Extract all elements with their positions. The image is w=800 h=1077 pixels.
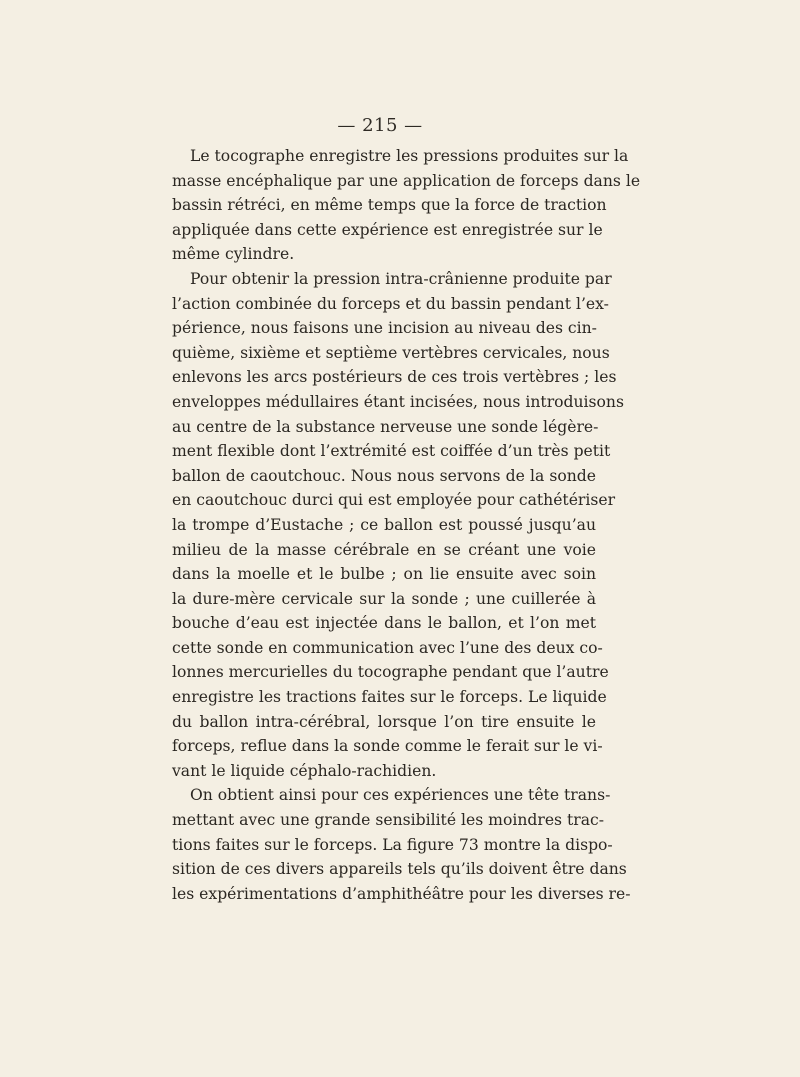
- text-line: cette sonde en communication avec l’une des deux co-: [172, 638, 603, 657]
- text-line: en caoutchouc durci qui est employée pour cathétériser: [172, 491, 616, 510]
- text-line: la dure-mère cervicale sur la sonde ; une cuillerée à: [172, 589, 596, 608]
- text-line: même cylindre.: [172, 245, 295, 264]
- text-line: tions faites sur le forceps. La figure 73 montre la dispo-: [172, 835, 613, 854]
- text-line: périence, nous faisons une incision au niveau des cin-: [172, 319, 597, 338]
- text-line: bassin rétréci, en même temps que la force de traction: [172, 196, 607, 215]
- paragraph-1: [172, 144, 641, 267]
- text-line: dans la moelle et le bulbe ; on lie ensuite avec soin: [172, 565, 596, 584]
- text-line: la trompe d’Eustache ; ce ballon est poussé jusqu’au: [172, 515, 596, 534]
- paragraph-3: [172, 783, 631, 906]
- text-line: ment flexible dont l’extrémité est coiffée d’un très petit: [172, 442, 611, 461]
- text-line: milieu de la masse cérébrale en se créant une voie: [172, 540, 596, 559]
- text-line: sition de ces divers appareils tels qu’ils doivent être dans: [172, 860, 627, 879]
- text-line: On obtient ainsi pour ces expériences une tête trans-: [190, 786, 611, 805]
- text-line: quième, sixième et septième vertèbres cervicales, nous: [172, 343, 610, 362]
- text-line: les expérimentations d’amphithéâtre pour les diverses re-: [172, 884, 631, 903]
- text-line: lonnes mercurielles du tocographe pendant que l’autre: [172, 663, 609, 682]
- text-line: enveloppes médullaires étant incisées, nous introduisons: [172, 392, 624, 411]
- body-text: [172, 144, 641, 906]
- paragraph-2: [172, 267, 624, 783]
- text-line: enregistre les tractions faites sur le forceps. Le liquide: [172, 688, 607, 707]
- text-line: appliquée dans cette expérience est enregistrée sur le: [172, 220, 603, 239]
- text-line: au centre de la substance nerveuse une sonde légère-: [172, 417, 599, 436]
- text-line: Pour obtenir la pression intra-crânienne produite par: [190, 269, 612, 288]
- text-line: vant le liquide céphalo-rachidien.: [172, 761, 437, 780]
- text-line: mettant avec une grande sensibilité les moindres trac-: [172, 811, 605, 830]
- text-line: bouche d’eau est injectée dans le ballon, et l’on met: [172, 614, 596, 633]
- text-line: l’action combinée du forceps et du bassin pendant l’ex-: [172, 294, 609, 313]
- text-line: forceps, reflue dans la sonde comme le ferait sur le vi-: [172, 737, 603, 756]
- text-line: ballon de caoutchouc. Nous nous servons de la sonde: [172, 466, 596, 485]
- page-number: — 215 —: [337, 115, 423, 136]
- text-line: du ballon intra-cérébral, lorsque l’on tire ensuite le: [172, 712, 596, 731]
- text-line: enlevons les arcs postérieurs de ces trois vertèbres ; les: [172, 368, 617, 387]
- text-line: Le tocographe enregistre les pressions produites sur la: [190, 147, 629, 165]
- text-line: masse encéphalique par une application de forceps dans le: [172, 171, 641, 190]
